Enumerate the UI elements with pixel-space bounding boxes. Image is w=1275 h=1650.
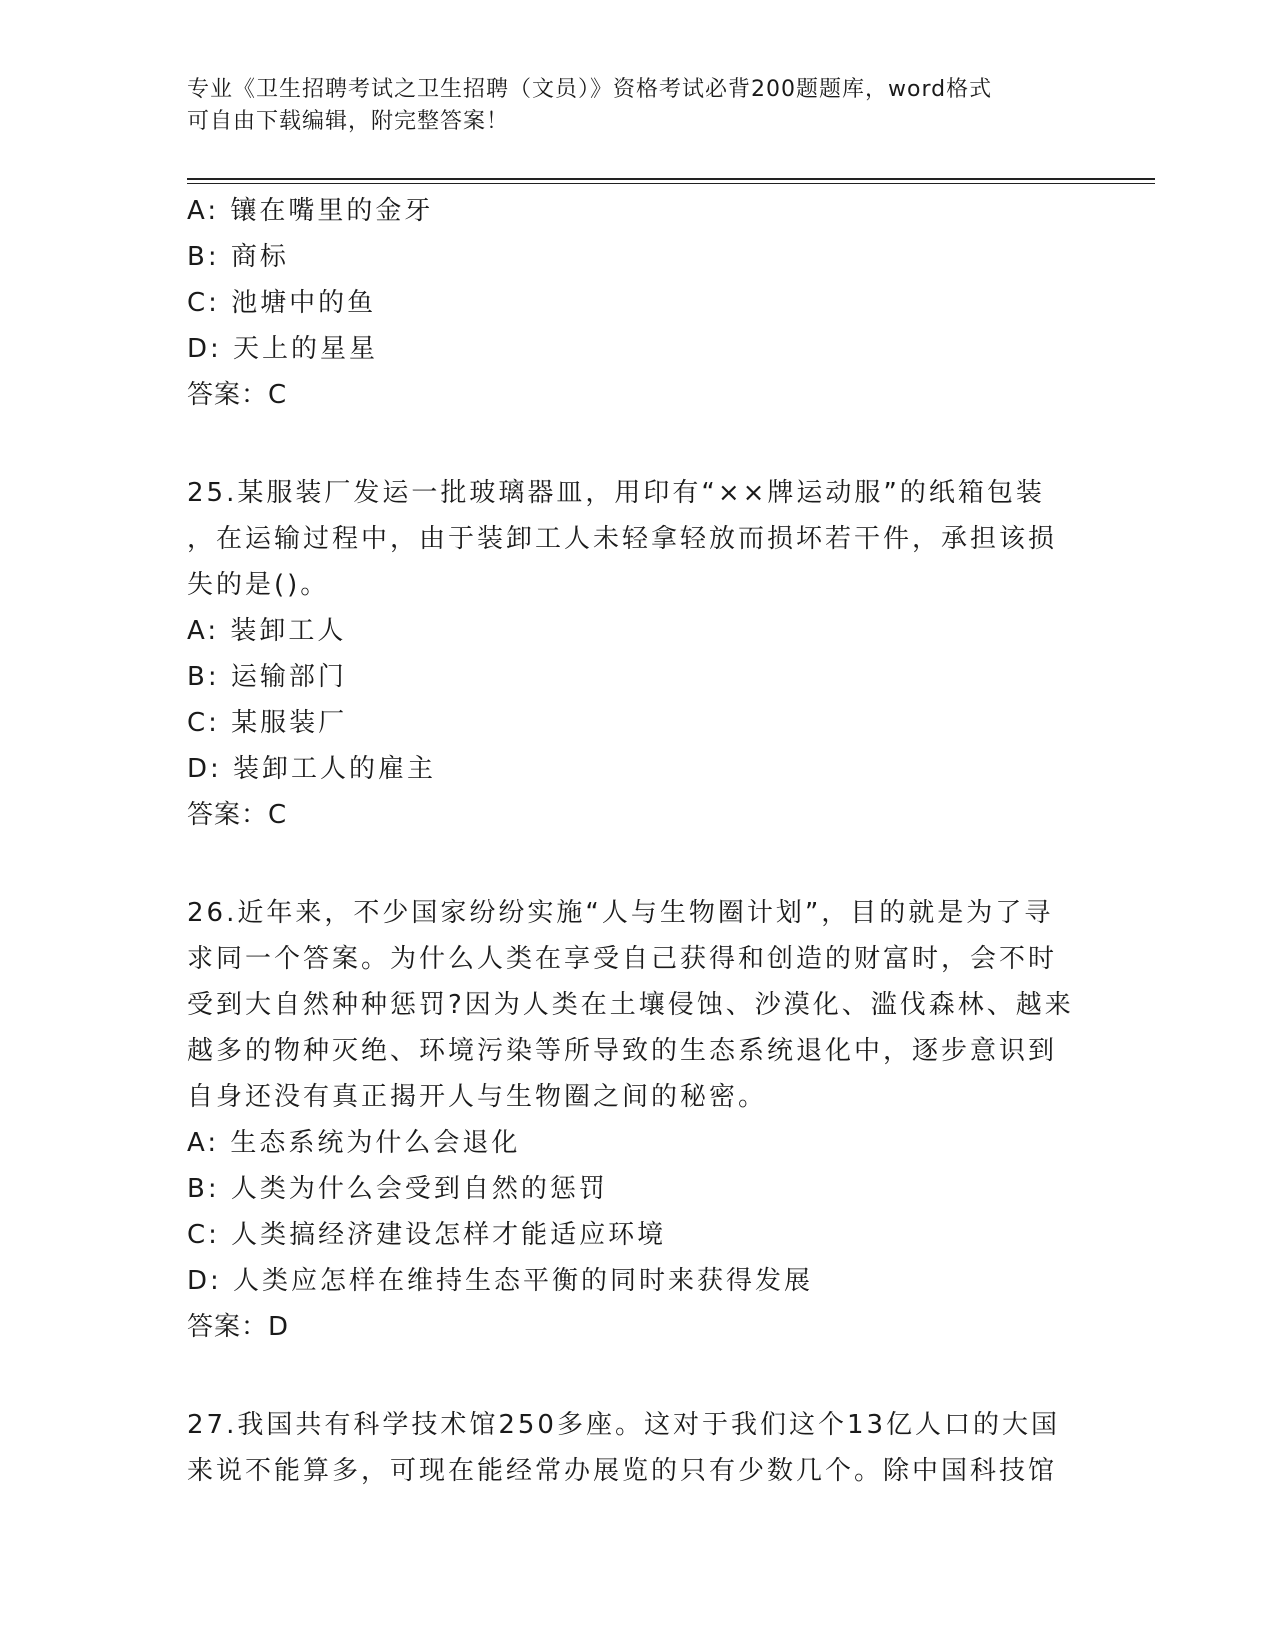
question-stem-line: 求同一个答案。为什么人类在享受自己获得和创造的财富时，会不时 [187, 944, 1058, 974]
document-header [187, 74, 1067, 138]
option-a: A: 生态系统为什么会退化 [187, 1128, 521, 1158]
document-body [187, 188, 1077, 1494]
option-c: C: 某服装厂 [187, 708, 348, 738]
question-stem-line: 26.近年来，不少国家纷纷实施“人与生物圈计划”，目的就是为了寻 [187, 898, 1054, 928]
question-26 [187, 890, 1077, 1350]
option-d: D: 装卸工人的雇主 [187, 754, 437, 784]
header-line-1: 专业《卫生招聘考试之卫生招聘（文员）》资格考试必背200题题库，word格式 [187, 77, 993, 102]
option-a: A: 装卸工人 [187, 616, 347, 646]
answer: 答案：C [187, 800, 288, 830]
question-stem-line: 失的是()。 [187, 570, 330, 600]
option-b: B: 人类为什么会受到自然的惩罚 [187, 1174, 608, 1204]
question-stem-line: 27.我国共有科学技术馆250多座。这对于我们这个13亿人口的大国 [187, 1410, 1061, 1440]
option-c: C: 人类搞经济建设怎样才能适应环境 [187, 1220, 667, 1250]
question-27 [187, 1402, 1077, 1494]
option-b: B: 运输部门 [187, 662, 347, 692]
option-c: C: 池塘中的鱼 [187, 288, 377, 318]
question-stem-line: 受到大自然种种惩罚?因为人类在土壤侵蚀、沙漠化、滥伐森林、越来 [187, 990, 1074, 1020]
option-b: B: 商标 [187, 242, 289, 272]
question-24 [187, 188, 1077, 418]
option-d: D: 人类应怎样在维持生态平衡的同时来获得发展 [187, 1266, 814, 1296]
question-stem-line: 25.某服装厂发运一批玻璃器皿，用印有“××牌运动服”的纸箱包装 [187, 478, 1045, 508]
header-line-2: 可自由下载编辑，附完整答案！ [187, 109, 510, 134]
question-stem-line: ，在运输过程中，由于装卸工人未轻拿轻放而损坏若干件，承担该损 [187, 524, 1058, 554]
question-stem-line: 自身还没有真正揭开人与生物圈之间的秘密。 [187, 1082, 768, 1112]
answer: 答案：C [187, 380, 288, 410]
question-stem-line: 来说不能算多，可现在能经常办展览的只有少数几个。除中国科技馆 [187, 1456, 1058, 1486]
option-d: D: 天上的星星 [187, 334, 379, 364]
question-stem-line: 越多的物种灭绝、环境污染等所导致的生态系统退化中，逐步意识到 [187, 1036, 1058, 1066]
header-divider [187, 178, 1155, 184]
option-a: A: 镶在嘴里的金牙 [187, 196, 434, 226]
answer: 答案：D [187, 1312, 290, 1342]
question-25 [187, 470, 1077, 838]
